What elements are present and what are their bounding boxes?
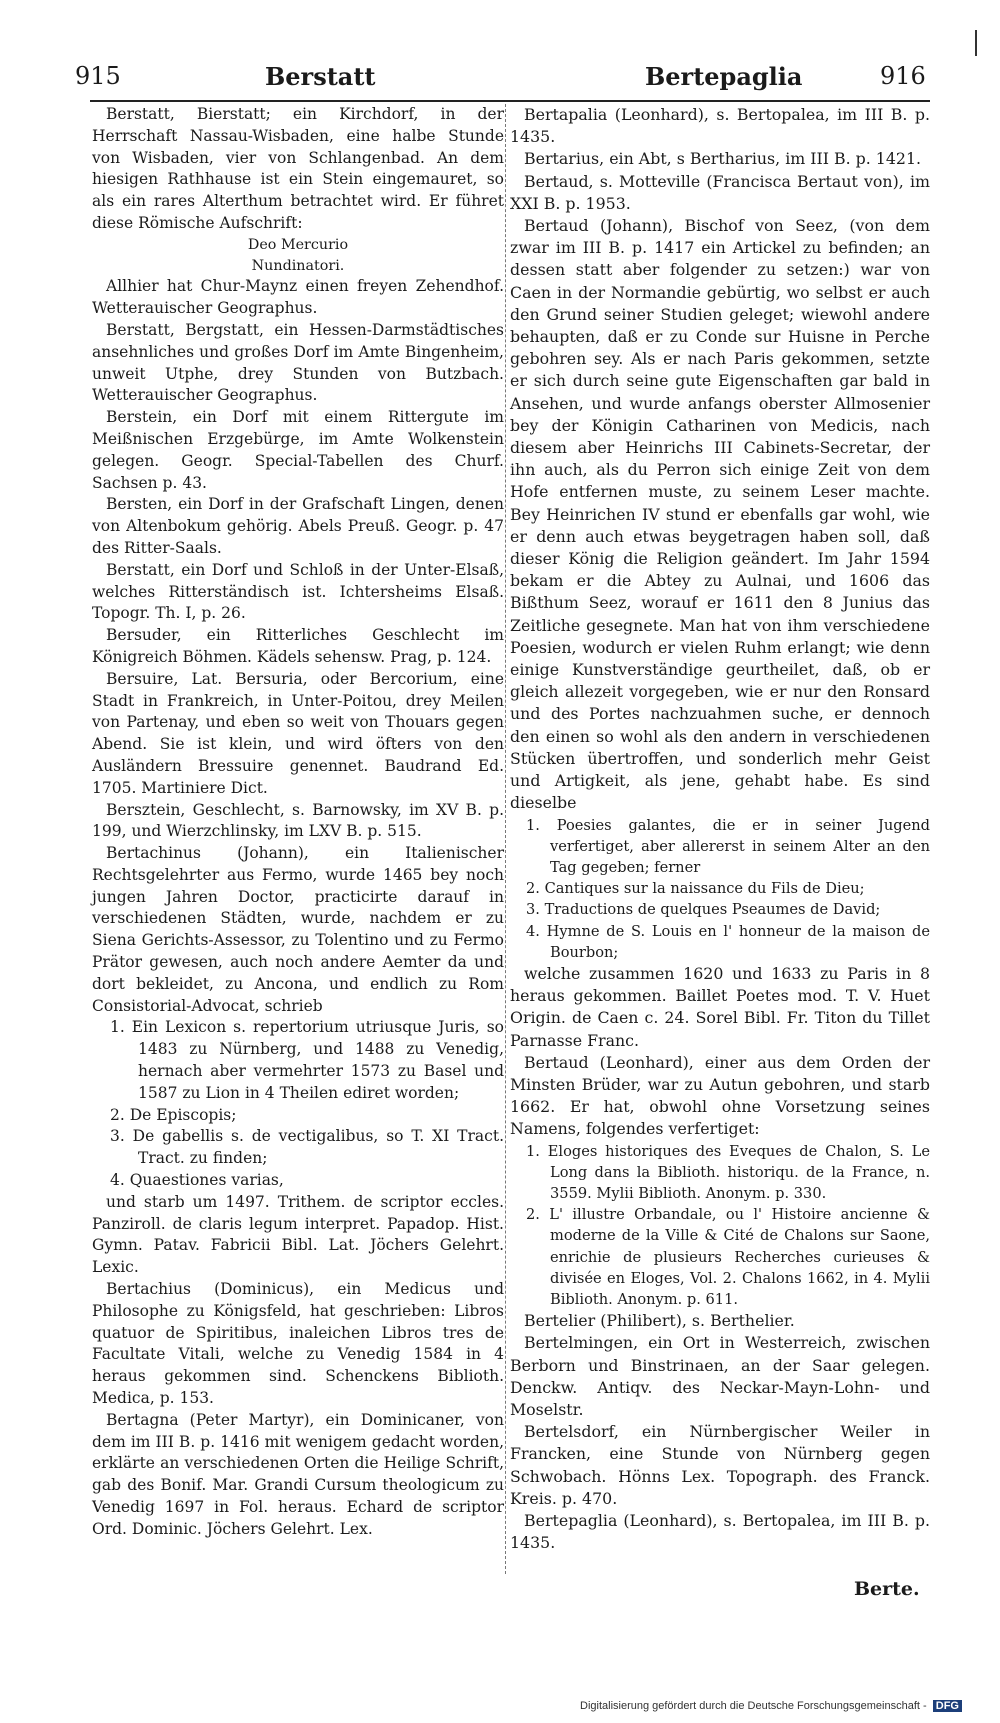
list-item: 4. Quaestiones varias, bbox=[110, 1171, 284, 1190]
entry-paragraph: Bertepaglia (Leonhard), s. Bertopalea, im III B. p. 1435. bbox=[510, 1511, 930, 1553]
page-number-left: 915 bbox=[75, 62, 121, 90]
dfg-logo: DFG bbox=[933, 1700, 962, 1712]
list-item: 2. L' illustre Orbandale, ou l' Histoire ancienne & moderne de la Ville & Cité de Chalons sur Saone, enrichie de plusieurs Recherches curieuses & divisée en Eloges, Vol. 2. Chalons 1662, in 4. Mylii Biblioth. Anonym. p. 611. bbox=[526, 1206, 930, 1308]
entry-paragraph: Berstatt, Bergstatt, ein Hessen-Darmstädtisches ansehnliches und großes Dorf im Amte Bingenheim, unweit Utphe, drey Stunden von Butzbach. Wetterauischer Geographus. bbox=[92, 320, 504, 405]
entry-paragraph: Bertelier (Philibert), s. Berthelier. bbox=[524, 1311, 795, 1331]
header-rule bbox=[90, 100, 930, 102]
entry-paragraph: Berstatt, ein Dorf und Schloß in der Unter-Elsaß, welches Ritterständisch ist. Ichtersheims Elsaß. Topogr. Th. I, p. 26. bbox=[92, 560, 504, 623]
list-item: 4. Hymne de S. Louis en l' honneur de la maison de Bourbon; bbox=[526, 922, 930, 961]
entry-paragraph: Bertelmingen, ein Ort in Westerreich, zwischen Berborn und Binstrinaen, an der Saar gelegen. Denckw. Antiqv. des Neckar-Mayn-Lohn- und Moselstr. bbox=[510, 1333, 930, 1419]
running-title-left: Berstatt bbox=[265, 62, 376, 91]
inscription-line: Deo Mercurio bbox=[247, 236, 349, 253]
credit-text: Digitalisierung gefördert durch die Deutsche Forschungsgemeinschaft - bbox=[580, 1700, 927, 1712]
entry-paragraph: Bertarius, ein Abt, s Bertharius, im III B. p. 1421. bbox=[524, 149, 922, 169]
entry-paragraph: welche zusammen 1620 und 1633 zu Paris in 8 heraus gekommen. Baillet Poetes mod. T. V. Huet Origin. de Caen c. 24. Sorel Bibl. Fr. Titon du Tillet Parnasse Franc. bbox=[510, 963, 930, 1050]
entry-paragraph: Bertachinus (Johann), ein Italienischer Rechtsgelehrter aus Fermo, wurde 1465 bey noch jungen Jahren Doctor, practicirte darauf in verschiedenen Städten, wurde, nachdem er zu Siena Gerichts-Assessor, zu Tolentino und zu Fermo Prätor gewesen, auch noch andere Aemter da und dort bekleidet, zu Ancona, und endlich zu Rom Consistorial-Advocat, schrieb bbox=[92, 844, 504, 1015]
entry-paragraph: Berstein, ein Dorf mit einem Rittergute im Meißnischen Erzgebürge, im Amte Wolkenstein gelegen. Geogr. Special-Tabellen des Churf. Sachsen p. 43. bbox=[92, 408, 504, 492]
entry-paragraph: Berstatt, Bierstatt; ein Kirchdorf, in der Herrschaft Nassau-Wisbaden, eine halbe Stunde von Wisbaden, vier von Schlangenbad. An dem hiesigen Rathhause ist ein Stein eingemauret, so als ein rares Alterthum betrachtet wird. Er führet diese Römische Aufschrift: bbox=[92, 105, 504, 232]
page-edge-mark bbox=[975, 30, 977, 56]
inscription-line: Nundinatori. bbox=[251, 257, 345, 274]
column-divider bbox=[505, 104, 506, 1574]
list-item: 2. Cantiques sur la naissance du Fils de Dieu; bbox=[526, 880, 865, 898]
list-item: 2. De Episcopis; bbox=[110, 1105, 237, 1124]
entry-paragraph: Bertachius (Dominicus), ein Medicus und Philosophe zu Königsfeld, hat geschrieben: Libros quatuor de Spiritibus, inaleichen Libros tres de Facultate Vitali, welche zu Venedig 1584 in 4 heraus gekommen sind. Schenckens Biblioth. Medica, p. 153. bbox=[92, 1280, 504, 1408]
catchword: Berte. bbox=[854, 1578, 920, 1600]
entry-paragraph: Bertaud (Leonhard), einer aus dem Orden der Minsten Brüder, war zu Autun gebohren, und starb 1662. Er hat, obwohl ohne Vorsetzung seines Namens, folgendes verfertiget: bbox=[510, 1052, 930, 1139]
entry-paragraph: Bertaud (Johann), Bischof von Seez, (von dem zwar im III B. p. 1417 ein Artickel zu befinden; an dessen statt aber folgender zu setzen:) war von Caen in der Normandie gebürtig, wo selbst er auch den Grund seiner Studien geleget; wiewohl andere behaupten, daß er zu Conde sur Huisne in Perche gebohren sey. Als er nach Paris gekommen, setzte er sich durch seine gute Eigenschaften gar bald in Ansehen, und wurde anfangs oberster Allmosenier bey der Königin Catharinen von Medicis, nach diesem aber Heinrichs III Cabinets-Secretar, der ihn auch, als du Perron sich einige Zeit von dem Hofe entfernen muste, zu seinem Leser machte. Bey Heinrichen IV stund er ebenfalls gar wohl, wie er denn auch etwas beygetragen haben soll, daß dieser König die Religion geändert. Im Jahr 1594 bekam er die Abtey zu Aulnai, und 1606 das Bißthum Seez, worauf er 1611 den 8 Junius das Zeitliche gesegnete. Man hat von ihm verschiedene Poesien, wodurch er vielen Ruhm erlangt; wie denn einige Kunstverständige geurtheilet, daß, ob er gleich allezeit vorgegeben, wie er nur den Ronsard und des Portes nachzuahmen suche, er dennoch den einen so wohl als den andern in verschiedenen Stücken übertroffen, und sonderlich mehr Geist und Artigkeit, als jene, gehabt habe. Es sind dieselbe bbox=[510, 216, 930, 813]
running-header bbox=[75, 62, 930, 102]
left-column bbox=[92, 104, 504, 1541]
entry-paragraph: Bersten, ein Dorf in der Grafschaft Lingen, denen von Altenbokum gehörig. Abels Preuß. Geogr. p. 47 des Ritter-Saals. bbox=[92, 495, 504, 557]
list-item: 3. Traductions de quelques Pseaumes de David; bbox=[526, 901, 881, 919]
entry-paragraph: Bertelsdorf, ein Nürnbergischer Weiler in Francken, eine Stunde von Nürnberg gegen Schwobach. Hönns Lex. Topograph. des Franck. Kreis. p. 470. bbox=[510, 1422, 930, 1508]
entry-paragraph: Bertaud, s. Motteville (Francisca Bertaut von), im XXI B. p. 1953. bbox=[510, 171, 930, 213]
digitization-credit bbox=[580, 1700, 962, 1712]
right-column bbox=[510, 104, 930, 1554]
list-item: 1. Eloges historiques des Eveques de Chalon, S. Le Long dans la Biblioth. historiqu. de la France, n. 3559. Mylii Biblioth. Anonym. p. 330. bbox=[526, 1142, 930, 1202]
entry-paragraph: Bersztein, Geschlecht, s. Barnowsky, im XV B. p. 199, und Wierzchlinsky, im LXV B. p. 515. bbox=[92, 800, 504, 841]
entry-paragraph: Allhier hat Chur-Maynz einen freyen Zehendhof. Wetterauischer Geographus. bbox=[92, 277, 504, 318]
list-item: 1. Ein Lexicon s. repertorium utriusque Juris, so 1483 zu Nürnberg, und 1488 zu Venedig, hernach aber vermehrter 1573 zu Basel und 1587 zu Lion in 4 Theilen ediret worden; bbox=[110, 1018, 504, 1102]
running-title-right: Bertepaglia bbox=[645, 62, 803, 91]
entry-paragraph: Bersuder, ein Ritterliches Geschlecht im Königreich Böhmen. Kädels sehensw. Prag, p. 124. bbox=[92, 626, 504, 666]
entry-paragraph: Bertagna (Peter Martyr), ein Dominicaner, von dem im III B. p. 1416 mit wenigem gedacht worden, erklärte an verschiedenen Orten die Heilige Schrift, gab des Bonif. Mar. Grandi Cursum theologicum zu Venedig 1697 in Fol. heraus. Echard de scriptor Ord. Dominic. Jöchers Gelehrt. Lex. bbox=[92, 1410, 504, 1538]
list-item: 1. Poesies galantes, die er in seiner Jugend verfertiget, aber allererst in seinem Alter an den Tag gegeben; ferner bbox=[526, 816, 930, 876]
page-number-right: 916 bbox=[880, 62, 926, 90]
entry-paragraph: Bertapalia (Leonhard), s. Bertopalea, im III B. p. 1435. bbox=[510, 105, 930, 147]
entry-paragraph: und starb um 1497. Trithem. de scriptor eccles. Panziroll. de claris legum interpret. Papadop. Hist. Gymn. Patav. Fabricii Bibl. Lat. Jöchers Gelehrt. Lexic. bbox=[92, 1192, 504, 1277]
entry-paragraph: Bersuire, Lat. Bersuria, oder Bercorium, eine Stadt in Frankreich, in Unter-Poitou, drey Meilen von Partenay, und eben so weit von Thouars gegen Abend. Sie ist klein, und wird öfters von den Ausländern Bressuire genennet. Baudrand Ed. 1705. Martiniere Dict. bbox=[92, 669, 504, 797]
list-item: 3. De gabellis s. de vectigalibus, so T. XI Tract. Tract. zu finden; bbox=[110, 1127, 504, 1168]
